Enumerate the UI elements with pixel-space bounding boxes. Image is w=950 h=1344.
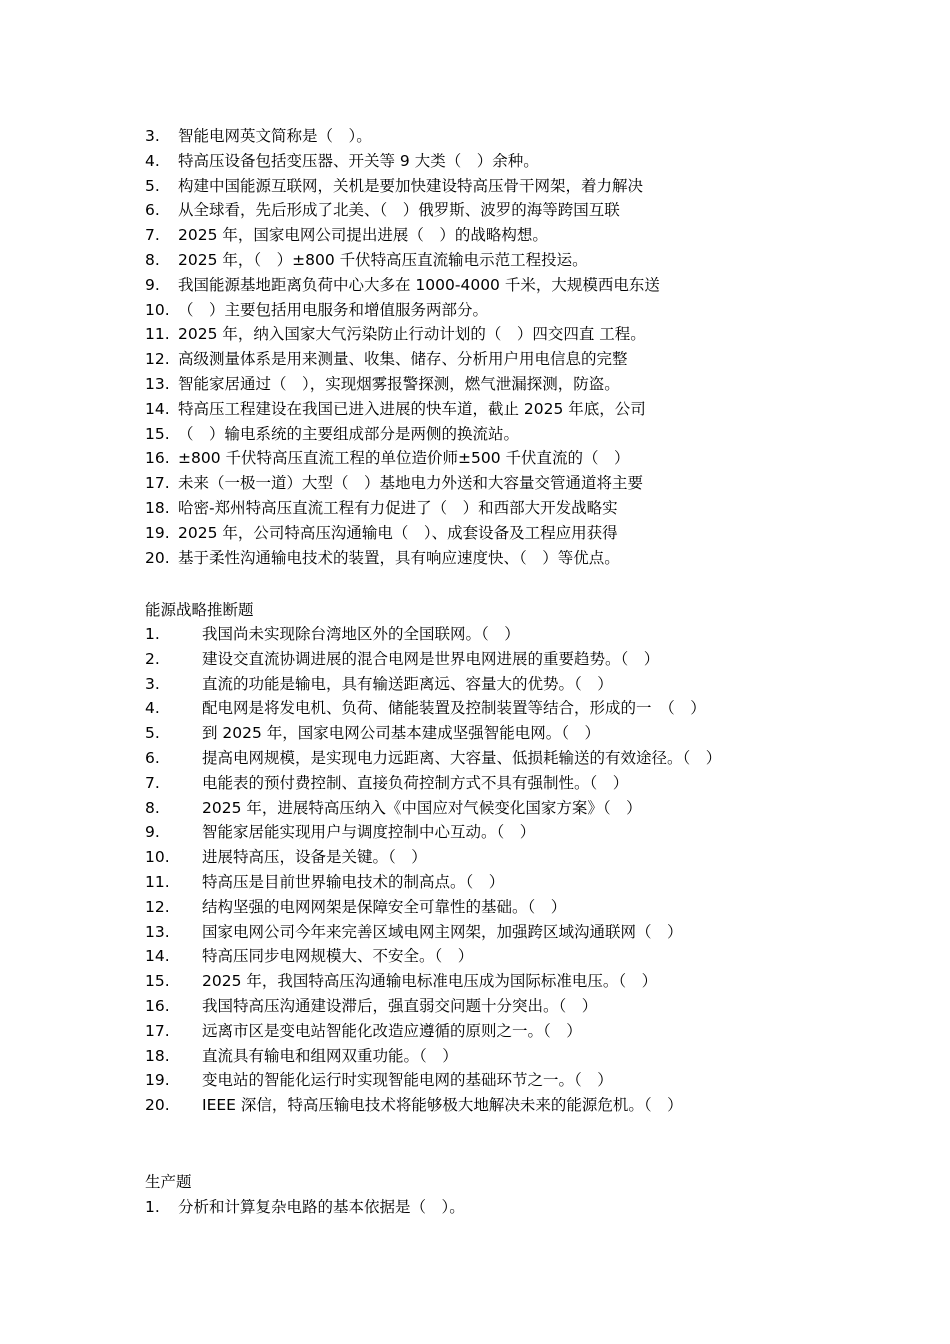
list-item xyxy=(145,198,935,223)
item-text: 特高压工程建设在我国已进入进展的快车道，截止 2025 年底，公司 xyxy=(178,399,646,418)
item-number: 3. xyxy=(145,674,160,693)
item-text: 特高压设备包括变压器、开关等 9 大类（ ）余种。 xyxy=(178,151,539,170)
list-item xyxy=(145,622,935,647)
item-text: 提高电网规模，是实现电力远距离、大容量、低损耗输送的有效途径。（ ） xyxy=(202,748,722,767)
item-text: IEEE 深信，特高压输电技术将能够极大地解决未来的能源危机。（ ） xyxy=(202,1096,683,1115)
item-number: 5. xyxy=(145,176,160,195)
item-text: 特高压是目前世界输电技术的制高点。（ ） xyxy=(202,872,505,891)
list-item xyxy=(145,696,935,721)
section-heading-production: 生产题 xyxy=(145,1173,192,1191)
list-item xyxy=(145,124,935,149)
item-number: 4. xyxy=(145,699,160,718)
list-item xyxy=(145,746,935,771)
section-heading-judge: 能源战略推断题 xyxy=(145,601,254,619)
item-text: 变电站的智能化运行时实现智能电网的基础环节之一。（ ） xyxy=(202,1071,613,1090)
item-number: 4. xyxy=(145,151,160,170)
item-number: 8. xyxy=(145,250,160,269)
item-text: 分析和计算复杂电路的基本依据是（ ）。 xyxy=(178,1198,465,1216)
list-item xyxy=(145,1093,935,1118)
item-text: （ ）主要包括用电服务和增值服务两部分。 xyxy=(178,300,489,319)
item-number: 10. xyxy=(145,848,170,867)
list-item xyxy=(145,322,935,347)
list-item xyxy=(145,820,935,845)
item-number: 20. xyxy=(145,548,170,567)
item-number: 6. xyxy=(145,748,160,767)
item-text: 2025 年，公司特高压沟通输电（ ）、成套设备及工程应用获得 xyxy=(178,523,618,542)
list-item xyxy=(145,969,935,994)
list-item xyxy=(145,446,935,471)
item-number: 2. xyxy=(145,649,160,668)
list-item xyxy=(145,994,935,1019)
item-text: 高级测量体系是用来测量、收集、储存、分析用户用电信息的完整 xyxy=(178,350,628,369)
item-text: 未来（一极一道）大型（ ）基地电力外送和大容量交管通道将主要 xyxy=(178,474,644,493)
item-number: 13. xyxy=(145,374,170,393)
item-number: 11. xyxy=(145,872,170,891)
item-number: 9. xyxy=(145,275,160,294)
list-item xyxy=(145,496,935,521)
item-number: 18. xyxy=(145,498,170,517)
item-number: 8. xyxy=(145,798,160,817)
production-question-list xyxy=(145,1195,935,1220)
item-number: 7. xyxy=(145,226,160,245)
list-item xyxy=(145,796,935,821)
item-number: 18. xyxy=(145,1046,170,1065)
list-item xyxy=(145,422,935,447)
item-number: 16. xyxy=(145,996,170,1015)
list-item xyxy=(145,1195,935,1220)
list-item xyxy=(145,771,935,796)
item-text: 进展特高压，设备是关键。（ ） xyxy=(202,848,427,867)
item-text: 特高压同步电网规模大、不安全。（ ） xyxy=(202,947,474,966)
list-item xyxy=(145,920,935,945)
item-text: 结构坚强的电网网架是保障安全可靠性的基础。（ ） xyxy=(202,897,567,916)
item-text: 哈密-郑州特高压直流工程有力促进了（ ）和西部大开发战略实 xyxy=(178,498,618,517)
list-item xyxy=(145,223,935,248)
item-number: 10. xyxy=(145,300,170,319)
item-number: 6. xyxy=(145,201,160,220)
item-number: 12. xyxy=(145,350,170,369)
item-text: 2025 年，纳入国家大气污染防止行动计划的（ ）四交四直 工程。 xyxy=(178,325,646,344)
list-item xyxy=(145,895,935,920)
list-item xyxy=(145,273,935,298)
list-item xyxy=(145,372,935,397)
item-number: 16. xyxy=(145,449,170,468)
item-number: 20. xyxy=(145,1096,170,1115)
item-number: 19. xyxy=(145,1071,170,1090)
list-item xyxy=(145,298,935,323)
list-item xyxy=(145,1019,935,1044)
item-number: 1. xyxy=(145,625,160,643)
judge-question-list xyxy=(145,622,935,1118)
item-text: 直流的功能是输电，具有输送距离远、容量大的优势。（ ） xyxy=(202,674,613,693)
item-number: 13. xyxy=(145,922,170,941)
list-item xyxy=(145,521,935,546)
item-number: 14. xyxy=(145,947,170,966)
item-text: 2025 年，（ ）±800 千伏特高压直流输电示范工程投运。 xyxy=(178,250,588,269)
item-text: 2025 年，进展特高压纳入《中国应对气候变化国家方案》（ ） xyxy=(202,798,642,817)
item-text: 我国特高压沟通建设滞后，强直弱交问题十分突出。（ ） xyxy=(202,996,598,1015)
item-text: 配电网是将发电机、负荷、储能装置及控制装置等结合，形成的一 （ ） xyxy=(202,699,706,718)
list-item xyxy=(145,672,935,697)
item-text: （ ）输电系统的主要组成部分是两侧的换流站。 xyxy=(178,424,520,443)
list-item xyxy=(145,944,935,969)
item-number: 14. xyxy=(145,399,170,418)
item-text: 2025 年，国家电网公司提出进展（ ）的战略构想。 xyxy=(178,226,548,245)
list-item xyxy=(145,397,935,422)
item-text: 智能家居通过（ ），实现烟雾报警探测，燃气泄漏探测，防盗。 xyxy=(178,374,620,393)
item-number: 17. xyxy=(145,474,170,493)
item-text: 构建中国能源互联网，关机是要加快建设特高压骨干网架，着力解决 xyxy=(178,176,644,195)
item-text: 2025 年，我国特高压沟通输电标准电压成为国际标准电压。（ ） xyxy=(202,972,658,991)
list-item xyxy=(145,149,935,174)
list-item xyxy=(145,845,935,870)
item-text: 智能电网英文简称是（ ）。 xyxy=(178,127,372,145)
item-text: 我国能源基地距离负荷中心大多在 1000-4000 千米，大规模西电东送 xyxy=(178,275,660,294)
list-item xyxy=(145,721,935,746)
list-item xyxy=(145,347,935,372)
item-text: ±800 千伏特高压直流工程的单位造价师±500 千伏直流的（ ） xyxy=(178,449,630,468)
item-text: 从全球看，先后形成了北美、（ ）俄罗斯、波罗的海等跨国互联 xyxy=(178,201,620,220)
item-text: 基于柔性沟通输电技术的装置，具有响应速度快、（ ）等优点。 xyxy=(178,548,620,567)
list-item xyxy=(145,870,935,895)
item-text: 远离市区是变电站智能化改造应遵循的原则之一。（ ） xyxy=(202,1021,582,1040)
list-item xyxy=(145,1044,935,1069)
item-number: 7. xyxy=(145,773,160,792)
list-item xyxy=(145,471,935,496)
item-text: 到 2025 年，国家电网公司基本建成坚强智能电网。（ ） xyxy=(202,724,601,743)
item-text: 电能表的预付费控制、直接负荷控制方式不具有强制性。（ ） xyxy=(202,773,629,792)
item-number: 17. xyxy=(145,1021,170,1040)
item-text: 直流具有输电和组网双重功能。（ ） xyxy=(202,1046,458,1065)
item-text: 建设交直流协调进展的混合电网是世界电网进展的重要趋势。（ ） xyxy=(202,649,660,668)
list-item xyxy=(145,174,935,199)
item-number: 15. xyxy=(145,424,170,443)
item-number: 15. xyxy=(145,972,170,991)
fill-in-question-list xyxy=(145,124,935,570)
list-item xyxy=(145,647,935,672)
item-text: 我国尚未实现除台湾地区外的全国联网。（ ） xyxy=(202,625,520,643)
list-item xyxy=(145,1068,935,1093)
item-text: 国家电网公司今年来完善区域电网主网架，加强跨区域沟通联网（ ） xyxy=(202,922,683,941)
item-number: 5. xyxy=(145,724,160,743)
item-number: 1. xyxy=(145,1198,160,1216)
item-number: 11. xyxy=(145,325,170,344)
item-number: 19. xyxy=(145,523,170,542)
item-text: 智能家居能实现用户与调度控制中心互动。（ ） xyxy=(202,823,536,842)
item-number: 3. xyxy=(145,127,160,145)
list-item xyxy=(145,248,935,273)
item-number: 9. xyxy=(145,823,160,842)
list-item xyxy=(145,546,935,571)
item-number: 12. xyxy=(145,897,170,916)
